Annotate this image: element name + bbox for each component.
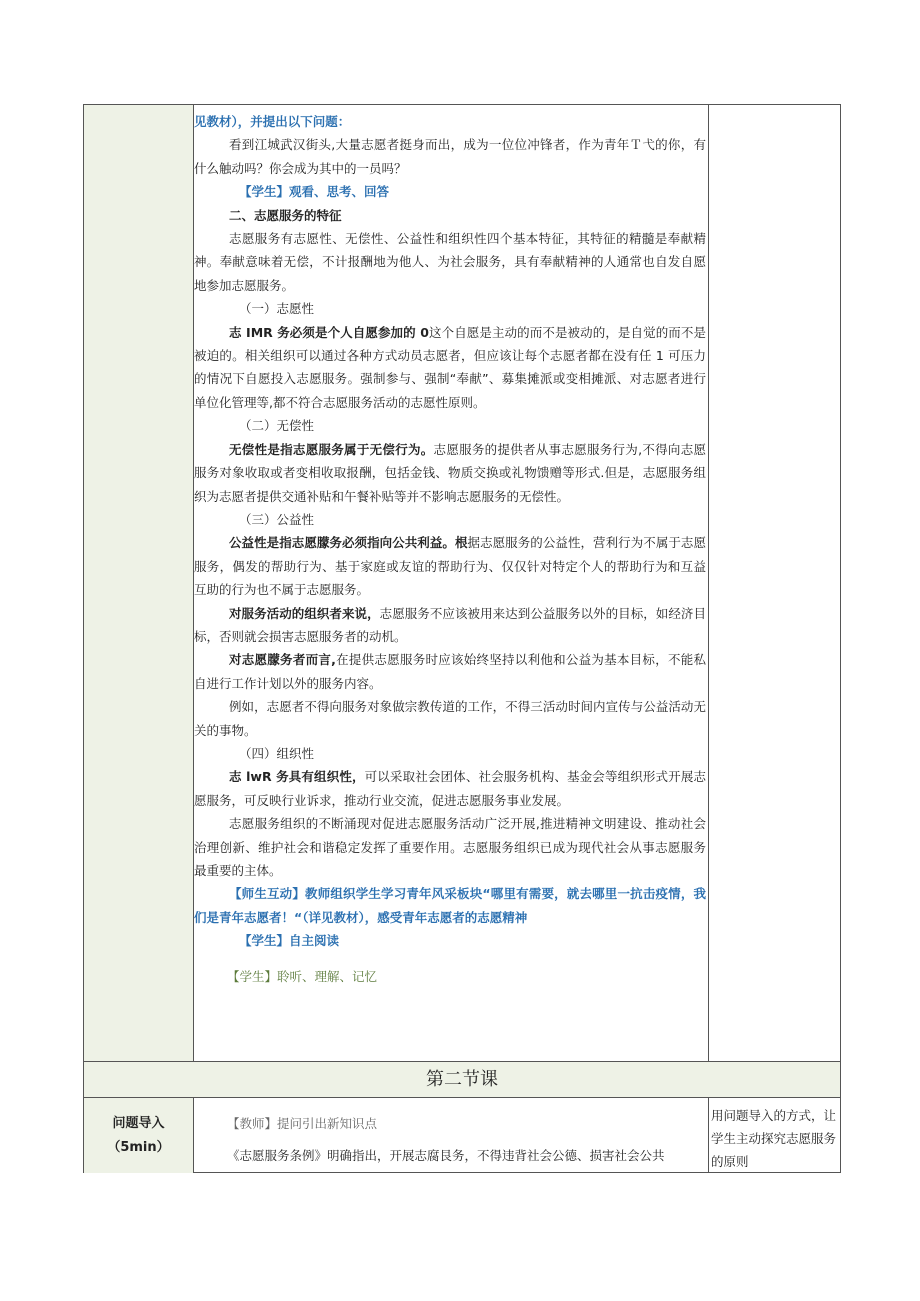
paragraph-rest: 据志愿服务的公益性，营利行为不属于志愿服务，偶发的帮助行为、基于家庭或友谊的帮助行为、仅仅针对特定个人的帮助行为和互益互助的行为也不属于志愿服务。: [194, 535, 706, 598]
content-paragraph: [194, 531, 706, 601]
intro-content-cell: [194, 1098, 708, 1173]
bold-lead: 公益性是指志愿朦务必须指向公共利益。根: [229, 535, 468, 551]
content-paragraph: 看到江城武汉街头,大量志愿者挺身而出，成为一位位冲锋者，作为青年Ｔ弋的你，有什么触动吗？你会成为其中的一员吗？: [194, 137, 706, 176]
stage-label-cell: [84, 1098, 193, 1173]
content-paragraph: 见教材），并提出以下问题：: [194, 114, 351, 129]
content-paragraph: [194, 765, 706, 812]
bold-lead: 志 IMR 务必须是个人自愿参加的 0: [229, 324, 429, 340]
content-lines: [194, 110, 706, 953]
content-paragraph: [194, 648, 706, 695]
content-paragraph: 志愿服务有志愿性、无偿性、公益性和组织性四个基本特征，其特征的精髓是奉献精神。奉献意味着无偿，不计报酬地为他人、为社会服务，具有奉献精神的人通常也自发自愿地参加志愿服务。: [194, 231, 706, 293]
content-paragraph: （三）公益性: [239, 511, 315, 527]
bold-lead: 对服务活动的组织者来说，: [229, 605, 380, 621]
content-paragraph: （四）组织性: [239, 745, 315, 761]
lesson-table: [83, 104, 841, 1173]
content-cell: [194, 105, 708, 1001]
paragraph-rest: 这个自愿是主动的而不是被动的，是自觉的而不是被迫的。相关组织可以通过各种方式动员志愿者，但应该让每个志愿者都在没有任 1 可压力的情况下自愿投入志愿服务。强制参与、强制“奉献”、募集摊派或变相摊派、对志愿者进行单位化管理等,都不符合志愿服务活动的志愿性原则。: [194, 324, 706, 410]
content-paragraph: 例如，志愿者不得向服务对象做宗教传道的工作，不得三活动时间内宣传与公益活动无关的事物。: [194, 699, 706, 738]
content-paragraph: [194, 602, 706, 649]
section-title: 第二节课: [84, 1062, 840, 1097]
column-divider: [708, 105, 709, 1061]
student-reflect: 【学生】聆听、理解、记忆: [227, 968, 378, 984]
bold-lead: 对志愿朦务者而言,: [229, 652, 336, 668]
design-note: 用问题导入的方式，让学生主动探究志愿服务的原则: [711, 1108, 837, 1169]
content-paragraph: 【学生】自主阅读: [239, 933, 340, 949]
content-paragraph: 二、志愿服务的特征: [229, 207, 342, 223]
paragraph-rest: 志愿服务的提供者从事志愿服务行为,不得向志愿服务对象收取或者变相收取报酬，包括金钱、物质交换或礼物馈赠等形式.但是，志愿服务组织为志愿者提供交通补贴和午餐补贴等并不影响志愿服务的无偿性。: [194, 441, 706, 504]
content-paragraph: （一）志愿性: [239, 301, 315, 317]
content-paragraph: （二）无偿性: [239, 418, 315, 434]
paragraph-rest: 志愿服务不应该被用来达到公益服务以外的目标，如经济目标，否则就会损害志愿服务者的动机。: [194, 605, 706, 644]
regulation-quote: 《志愿服务条例》明确指出，开展志腐艮务，不得违背社会公德、损害社会公共: [227, 1148, 665, 1163]
content-paragraph: 志愿服务组织的不断涌现对促进志愿服务活动广泛开展,推进精神文明建设、推动社会治理创新、维护社会和谐稳定发挥了重要作用。志愿服务组织已成为现代社会从事志愿服务最重要的主体。: [194, 816, 706, 878]
content-paragraph: [194, 438, 706, 508]
content-paragraph: 【师生互动】教师组织学生学习青年风采板块“哪里有需要，就去哪里一抗击疫情，我们是青年志愿者！“（详见教材），感受青年志愿者的志愿精神: [194, 886, 706, 925]
paragraph-rest: 可以采取社会团体、社会服务机构、基金会等组织形式开展志愿服务，可反映行业诉求，推动行业交流，促进志愿服务事业发展。: [194, 769, 706, 808]
paragraph-rest: 在提供志愿服务时应该始终坚持以利他和公益为基本目标，不能私自进行工作计划以外的服务内容。: [194, 652, 706, 691]
teacher-prompt: 【教师】提问引出新知识点: [227, 1116, 378, 1131]
left-column-cell: [84, 105, 193, 1061]
content-paragraph: [194, 321, 706, 415]
bold-lead: 无偿性是指志愿服务属于无偿行为。: [229, 441, 434, 457]
stage-time: （5min）: [107, 1140, 170, 1155]
bold-lead: 志 lwR 务具有组织性，: [229, 769, 365, 785]
content-paragraph: 【学生】观看、思考、回答: [239, 184, 390, 200]
stage-title: 问题导入: [112, 1116, 165, 1131]
